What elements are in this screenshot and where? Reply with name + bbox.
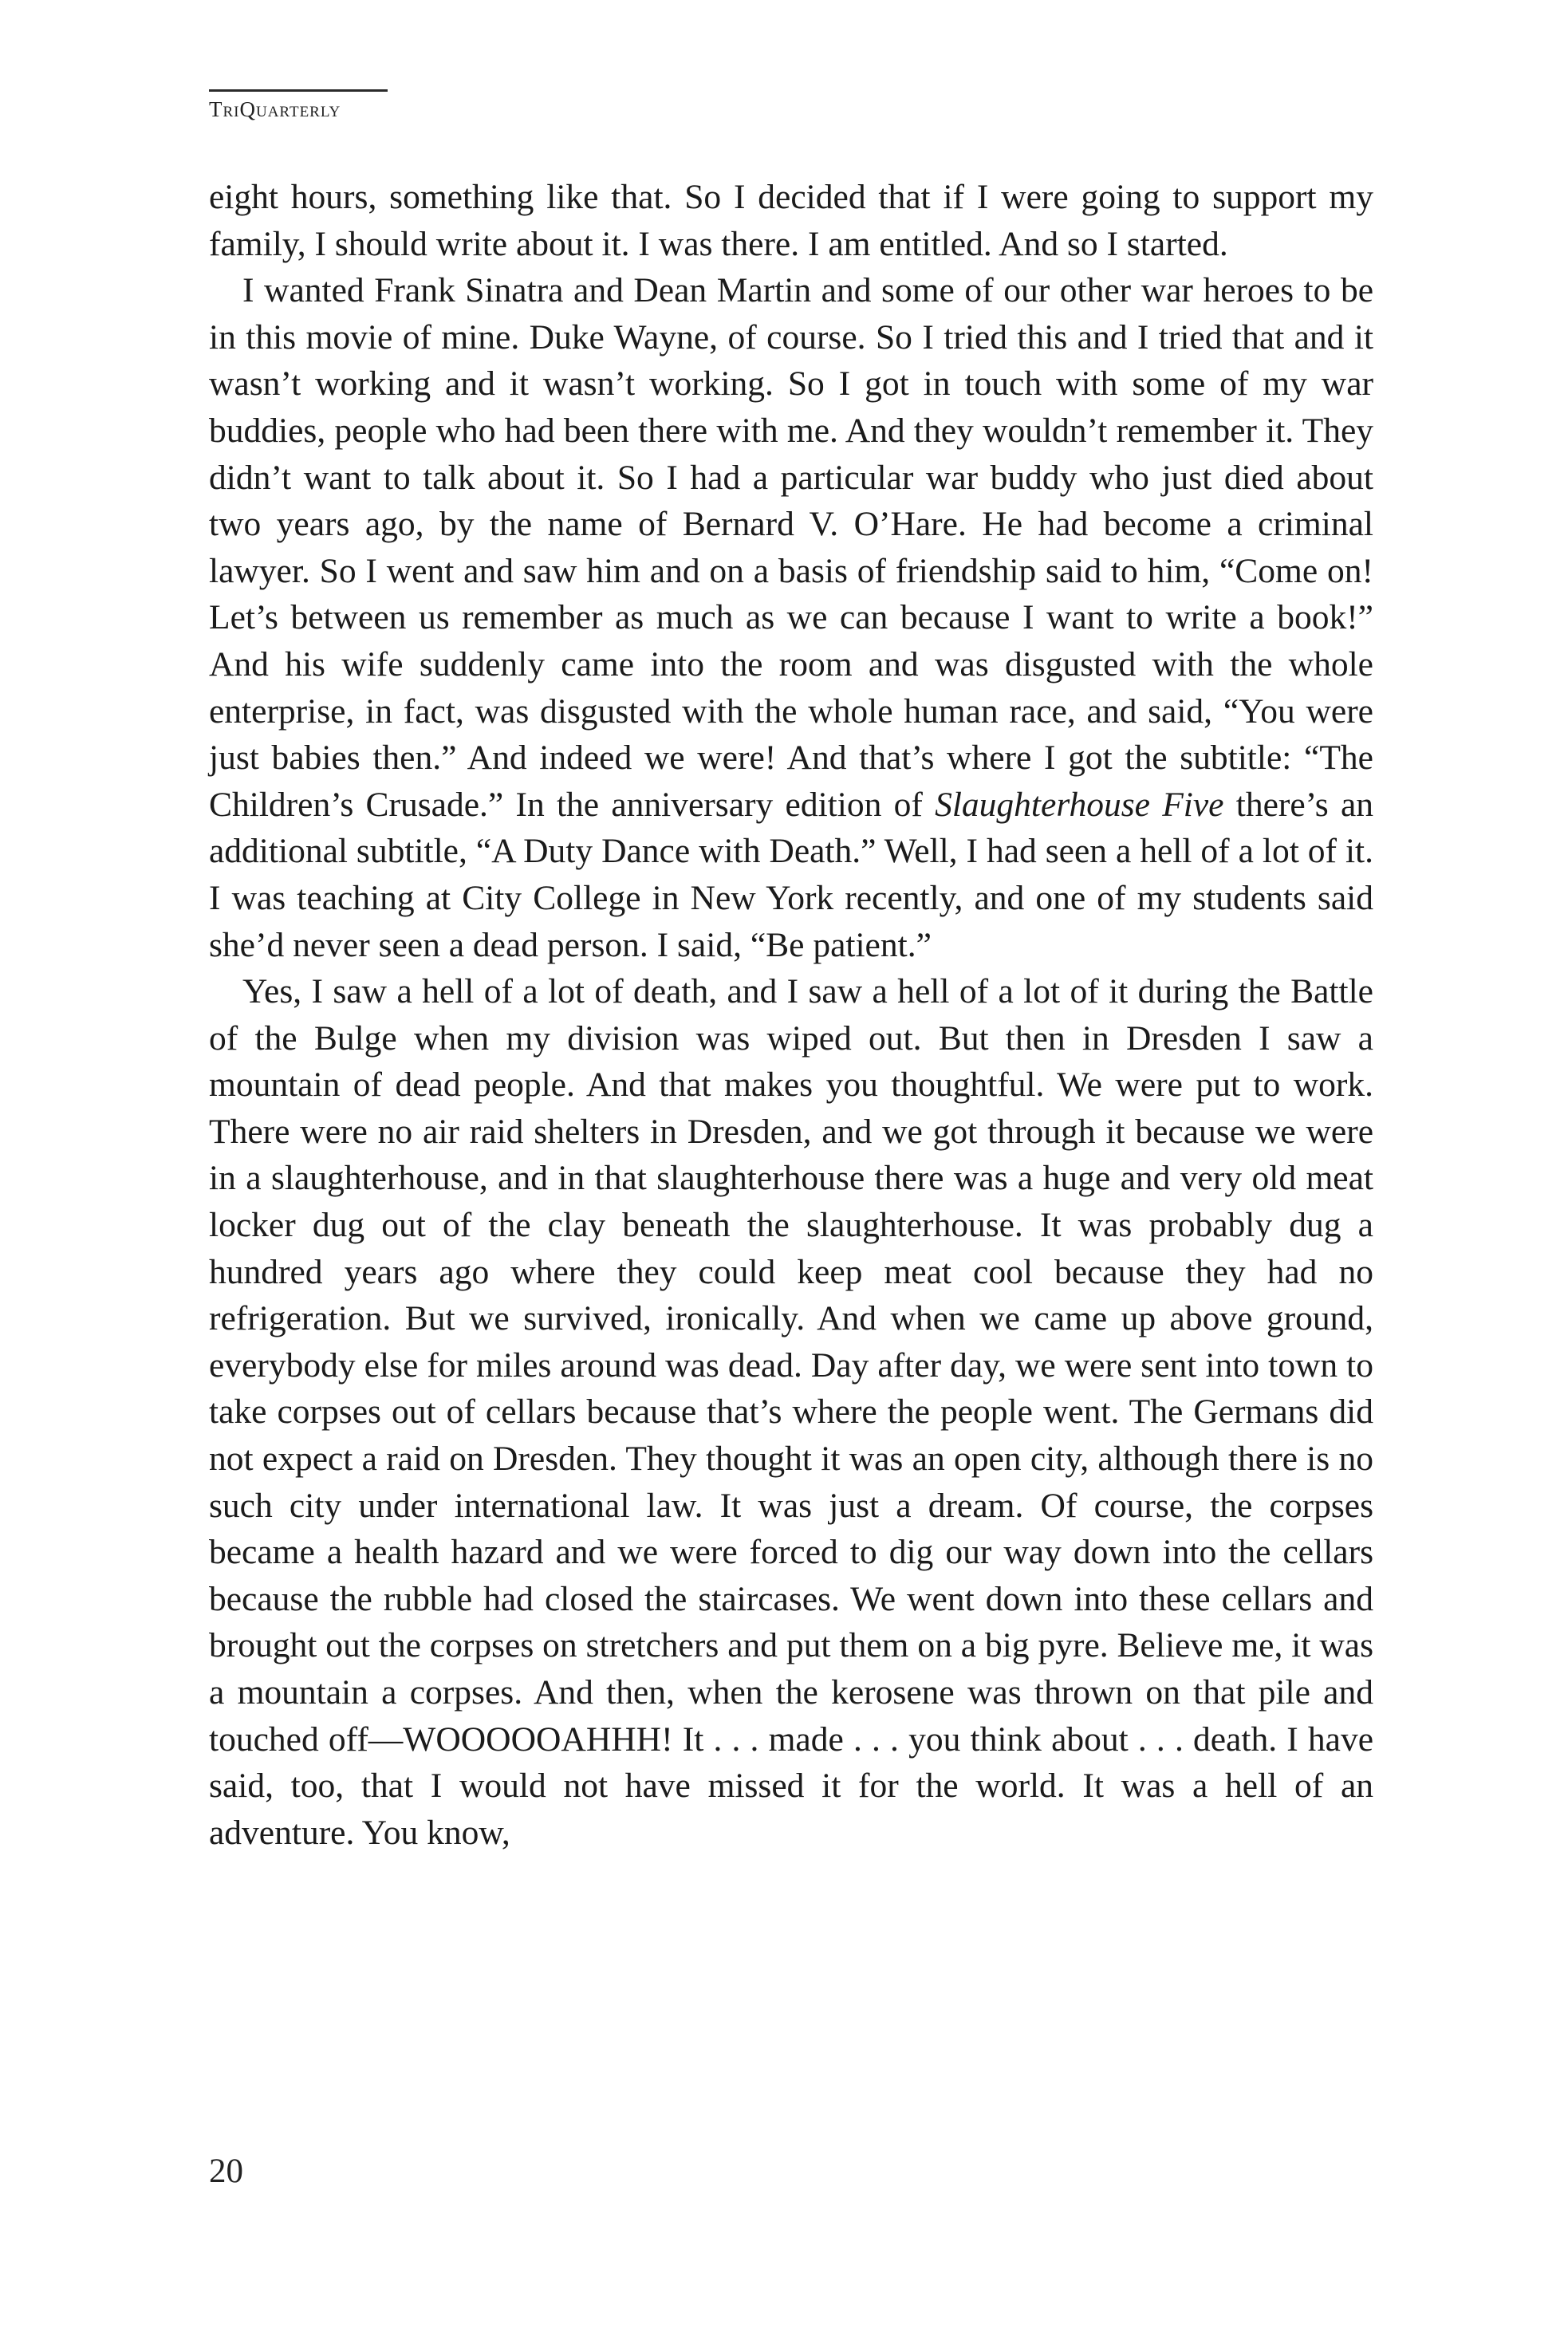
book-title-italic: Slaughterhouse Five bbox=[935, 785, 1224, 824]
paragraph-3-text: Yes, I saw a hell of a lot of death, and I saw a hell of a lot of it during the Battle of the Bulge when my division was wiped out. But then in Dresden I saw a mountain of dead people. And that makes you thoughtful. We were put to work. There were no air raid shelters in Dresden, and we got through it because we were in a slaughterhouse, and in that slaughterhouse there was a huge and very old meat locker dug out of the clay beneath the slaughterhouse. It was probably dug a hundred years ago where they could keep meat cool because they had no refrigeration. But we survived, ironically. And when we came up above ground, everybody else for miles around was dead. Day after day, we were sent into town to take corpses out of cellars because that’s where the people went. The Germans did not expect a raid on Dresden. They thought it was an open city, although there is no such city under international law. It was just a dream. Of course, the corpses became a health hazard and we were forced to dig our way down into the cellars because the rubble had closed the staircases. We went down into these cellars and brought out the corpses on stretchers and put them on a big pyre. Believe me, it was a mountain a corpses. And then, when the kerosene was thrown on that pile and touched off—WOOOOOAHHH! It . . . made . . . you think about . . . death. I have said, too, that I would not have missed it for the world. It was a hell of an adventure. You know, bbox=[209, 972, 1373, 1852]
running-head: TriQuarterly bbox=[209, 97, 341, 121]
paragraph-2-text-before: I wanted Frank Sinatra and Dean Martin and some of our other war heroes to be in this movie of mine. Duke Wayne, of course. So I tried this and I tried that and it wasn’t working and it wasn’t working. So I got in touch with some of my war buddies, people who had been there with me. And they wouldn’t remember it. They didn’t want to talk about it. So I had a particular war buddy who just died about two years ago, by the name of Bernard V. O’Hare. He had become a criminal lawyer. So I went and saw him and on a basis of friendship said to him, “Come on! Let’s between us remember as much as we can because I want to write a book!” And his wife suddenly came into the room and was disgusted with the whole enterprise, in fact, was disgusted with the whole human race, and said, “You were just babies then.” And indeed we were! And that’s where I got the subtitle: “The Children’s Crusade.” In the anniversary edition of bbox=[209, 271, 1373, 824]
paragraph-3 bbox=[209, 968, 1373, 1856]
page-number: 20 bbox=[209, 2153, 243, 2190]
paragraph-1 bbox=[209, 174, 1373, 267]
paragraph-2 bbox=[209, 267, 1373, 968]
paragraph-2-text-after: there’s an additional subtitle, “A Duty Dance with Death.” Well, I had seen a hell of a lot of it. I was teaching at City College in New York recently, and one of my students said she’d never seen a dead person. I said, “Be patient.” bbox=[209, 785, 1374, 964]
body-text bbox=[209, 174, 1373, 1856]
header-rule bbox=[209, 89, 388, 92]
paragraph-1-text: eight hours, something like that. So I decided that if I were going to support my family, I should write about it. I was there. I am entitled. And so I started. bbox=[209, 178, 1373, 263]
